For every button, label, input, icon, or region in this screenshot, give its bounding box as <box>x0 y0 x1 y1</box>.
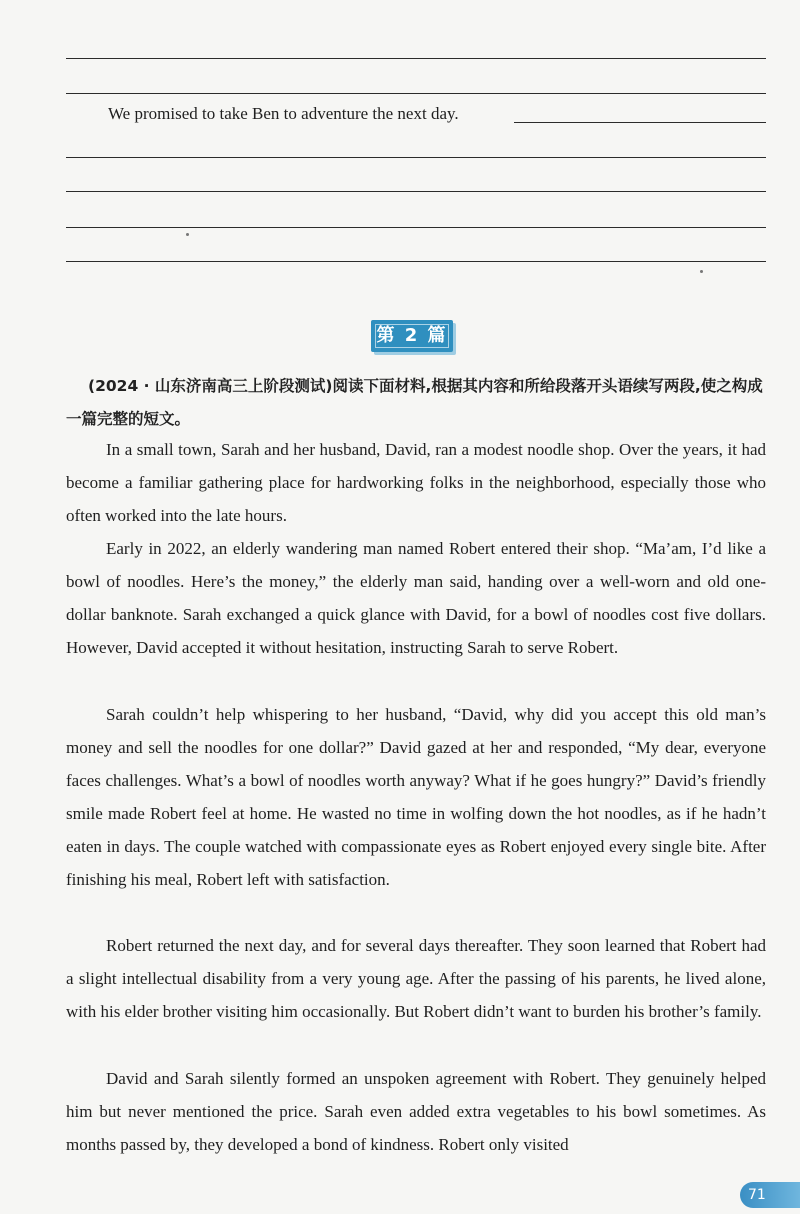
answer-line <box>66 93 766 94</box>
answer-line <box>66 58 766 59</box>
paragraph: Early in 2022, an elderly wandering man named Robert entered their shop. “Ma’am, I’d like a bowl of noodles. Here’s the money,” the elderly man said, handing over a well-worn and old one-dollar banknote. Sarah exchanged a quick glance with David, for a bowl of noodles cost five dollars. However, David accepted it without hesitation, instructing Sarah to serve Robert. <box>66 539 766 657</box>
prompt-sentence: We promised to take Ben to adventure the next day. <box>108 104 459 123</box>
answer-line <box>66 261 766 262</box>
instruction: (2024 · 山东济南高三上阶段测试)阅读下面材料,根据其内容和所给段落开头语续写两段,使之构成一篇完整的短文。 <box>66 377 763 428</box>
speck <box>700 270 703 273</box>
paragraph: David and Sarah silently formed an unspoken agreement with Robert. They genuinely helped him but never mentioned the price. Sarah even added extra vegetables to his bowl sometimes. As months passed by, they developed a bond of kindness. Robert only visited <box>66 1069 766 1154</box>
page-number: 71 <box>740 1182 800 1208</box>
paragraph: Sarah couldn’t help whispering to her husband, “David, why did you accept this old man’s money and sell the noodles for one dollar?” David gazed at her and responded, “My dear, everyone faces challenges. What’s a bowl of noodles worth anyway? What if he goes hungry?” David’s friendly smile made Robert feel at home. He wasted no time in wolfing down the hot noodles, as if he hadn’t eaten in days. The couple watched with compassionate eyes as Robert enjoyed every single bite. After finishing his meal, Robert left with satisfaction. <box>66 705 766 889</box>
answer-line <box>66 227 766 228</box>
paragraph: Robert returned the next day, and for several days thereafter. They soon learned that Robert had a slight intellectual disability from a very young age. After the passing of his parents, he lived alone, with his elder brother visiting him occasionally. But Robert didn’t want to burden his brother’s family. <box>66 936 766 1021</box>
speck <box>186 233 189 236</box>
section-label: 第 2 篇 <box>371 320 453 352</box>
answer-line <box>66 157 766 158</box>
answer-line <box>514 122 766 123</box>
paragraph: In a small town, Sarah and her husband, David, ran a modest noodle shop. Over the years, it had become a familiar gathering place for hardworking folks in the neighborhood, especially those who often worked into the late hours. <box>66 440 766 525</box>
answer-line <box>66 191 766 192</box>
